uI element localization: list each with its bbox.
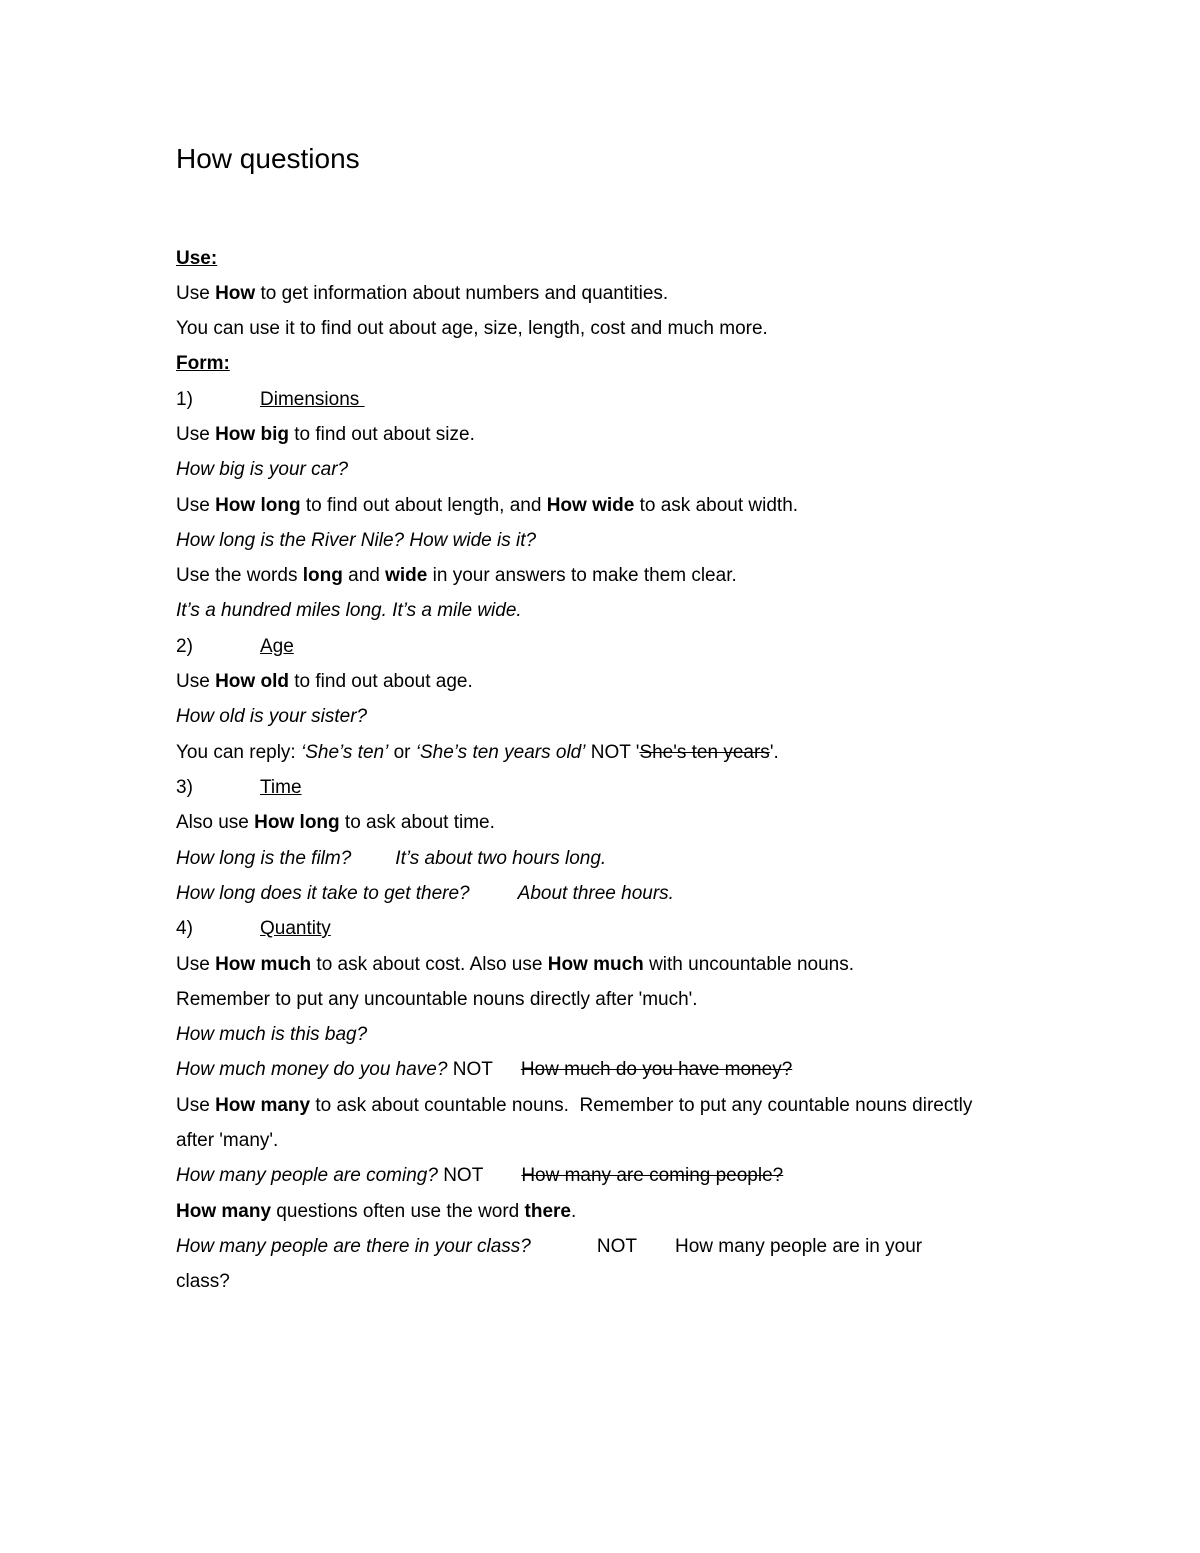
use-heading: Use: [176,248,218,269]
section-4-example-2: How much money do you have? NOT How much do you have money? [176,1059,793,1080]
section-1-line-1: Use How big to find out about size. [176,424,475,445]
section-1-line-3: Use the words long and wide in your answers to make them clear. [176,565,737,586]
section-2-line-2: You can reply: ‘She’s ten’ or ‘She’s ten years old’ NOT 'She's ten years'. [176,742,779,763]
section-2-line-1: Use How old to find out about age. [176,671,473,692]
section-3-heading: 3) Time [176,777,302,798]
section-4-line-6: class? [176,1271,230,1292]
section-1-example-3: It’s a hundred miles long. It’s a mile wide. [176,600,522,621]
section-1-heading: 1) Dimensions [176,389,365,410]
section-4-heading: 4) Quantity [176,918,331,939]
section-4-example-1: How much is this bag? [176,1024,368,1045]
section-4-line-3: Use How many to ask about countable nouns. Remember to put any countable nouns directly [176,1095,973,1116]
use-line-2: You can use it to find out about age, size, length, cost and much more. [176,318,768,339]
section-4-line-1: Use How much to ask about cost. Also use How much with uncountable nouns. [176,954,855,975]
section-1-example-2: How long is the River Nile? How wide is it? [176,530,537,551]
section-2-example-1: How old is your sister? [176,706,368,727]
section-3-example-1: How long is the film? It’s about two hours long. [176,848,607,869]
form-heading: Form: [176,353,230,374]
page-title: How questions [176,143,360,174]
section-3-line-1: Also use How long to ask about time. [176,812,495,833]
section-4-example-3: How many people are coming? NOT How many are coming people? [176,1165,784,1186]
section-2-heading: 2) Age [176,636,294,657]
use-line-1: Use How to get information about numbers and quantities. [176,283,669,304]
section-4-example-4: How many people are there in your class? NOT How many people are in your [176,1236,923,1257]
section-4-line-2: Remember to put any uncountable nouns directly after 'much'. [176,989,698,1010]
section-4-line-5: How many questions often use the word there. [176,1201,577,1222]
section-1-example-1: How big is your car? [176,459,349,480]
section-1-line-2: Use How long to find out about length, and How wide to ask about width. [176,495,799,516]
section-4-line-4: after 'many'. [176,1130,279,1151]
section-3-example-2: How long does it take to get there? About three hours. [176,883,674,904]
